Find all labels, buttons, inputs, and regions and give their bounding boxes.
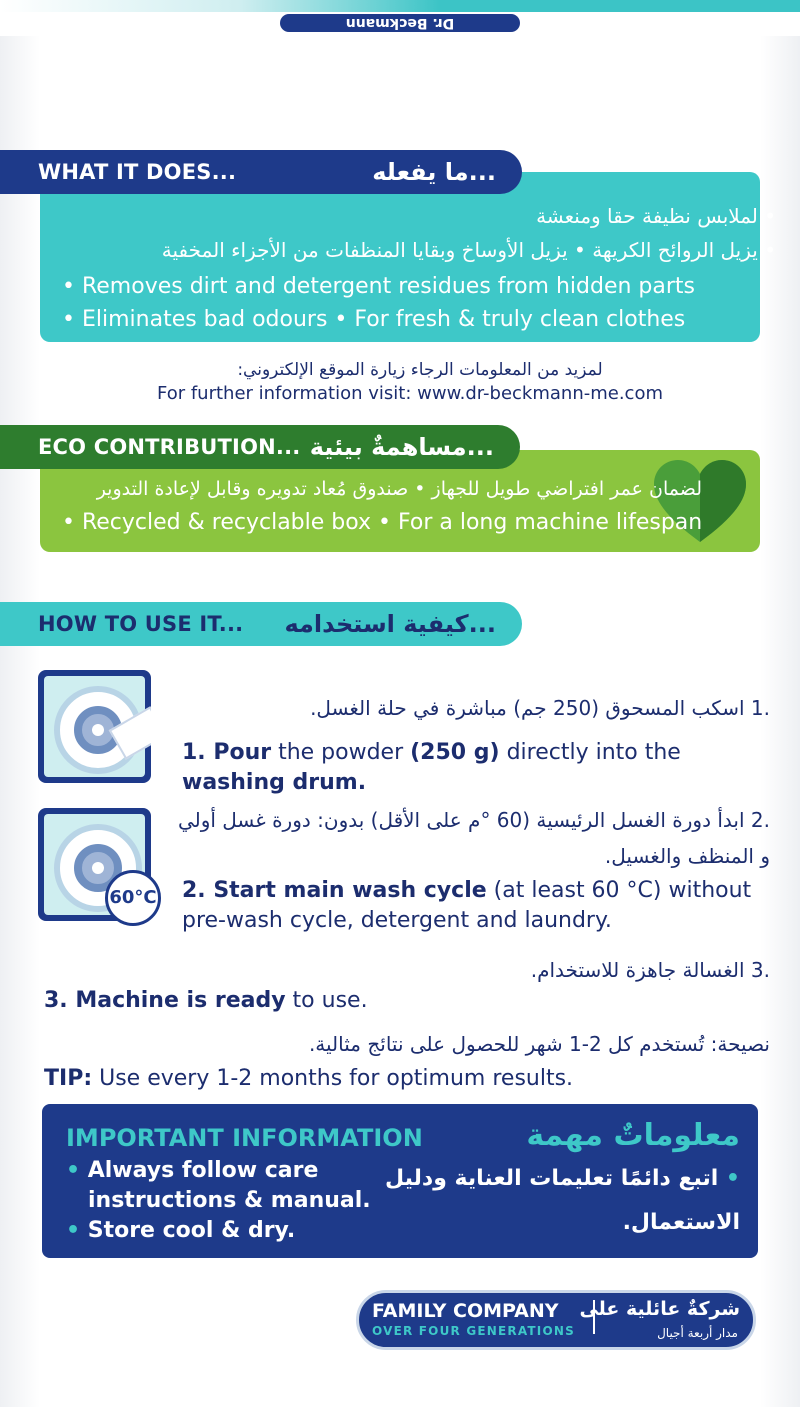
- tip-en: TIP: Use every 1-2 months for optimum results.: [44, 1066, 574, 1091]
- family-ar-line-1: شركةٌ عائلية على: [579, 1298, 740, 1320]
- how-title-en: HOW TO USE IT...: [38, 612, 244, 636]
- what-ar-line-2: • يزيل الروائح الكريهة • يزيل الأوساخ وبقايا المنظفات من الأجزاء المخفية: [161, 238, 776, 262]
- step2-ar-line-2: و المنظف والغسيل.: [604, 844, 770, 868]
- family-en-line-2: OVER FOUR GENERATIONS: [372, 1324, 575, 1338]
- eco-ar-line: لضمان عمر افتراضي طويل للجهاز • صندوق مُعاد تدويره وقابل لإعادة التدوير: [96, 478, 702, 500]
- how-title-ar: كيفية استخدامه...: [284, 610, 496, 638]
- step2-ar-line-1: .2 ابدأ دورة الغسل الرئيسية (60 °م على الأقل) بدون: دورة غسل أولي: [177, 808, 770, 832]
- what-it-does-title-en: WHAT IT DOES...: [38, 160, 237, 184]
- important-en-line-1: • Always follow care: [66, 1158, 319, 1183]
- important-ar-line-1: • اتبع دائمًا تعليمات العناية ودليل: [385, 1166, 740, 1191]
- step3-en: 3. Machine is ready to use.: [44, 988, 368, 1013]
- eco-title-en: ECO CONTRIBUTION...: [38, 435, 301, 459]
- tip-ar: نصيحة: تُستخدم كل 2-1 شهر للحصول على نتائج مثالية.: [308, 1032, 770, 1056]
- what-en-line-1: • Removes dirt and detergent residues from hidden parts: [62, 274, 696, 299]
- family-ar-line-2: مدار أربعة أجيال: [657, 1326, 738, 1340]
- info-text-ar: لمزيد من المعلومات الرجاء زيارة الموقع الإلكتروني:: [237, 360, 603, 380]
- what-it-does-header: [0, 150, 522, 194]
- eco-title-ar: مساهمةٌ بيئية...: [309, 433, 494, 461]
- what-en-line-2: • Eliminates bad odours • For fresh & truly clean clothes: [62, 307, 686, 332]
- pour-powder-icon: [38, 670, 151, 783]
- family-en-line-1: FAMILY COMPANY: [372, 1300, 559, 1322]
- top-band: [0, 0, 800, 12]
- what-it-does-title-ar: ما يفعله...: [372, 158, 496, 186]
- brand-logo: Dr. Beckmann: [280, 14, 520, 32]
- eco-header: [0, 425, 520, 469]
- how-to-use-header: [0, 602, 522, 646]
- important-ar-line-2: الاستعمال.: [622, 1210, 740, 1235]
- important-en-line-2: instructions & manual.: [88, 1188, 371, 1213]
- important-title-ar: معلوماتٌ مهمة: [526, 1118, 740, 1153]
- info-text-en: For further information visit: www.dr-beckmann-me.com: [156, 383, 663, 404]
- step1-en: 1. Pour the powder (250 g) directly into the washing drum.: [182, 740, 681, 795]
- important-en-line-3: • Store cool & dry.: [66, 1218, 296, 1243]
- important-title-en: IMPORTANT INFORMATION: [66, 1124, 423, 1152]
- what-ar-line-1: • لملابس نظيفة حقا ومنعشة: [536, 204, 776, 228]
- eco-en-line: • Recycled & recyclable box • For a long machine lifespan: [62, 510, 703, 535]
- temperature-badge: 60°C: [105, 870, 161, 926]
- step2-en: 2. Start main wash cycle (at least 60 °C) without pre-wash cycle, detergent and laundry.: [182, 878, 752, 933]
- step3-ar: .3 الغسالة جاهزة للاستخدام.: [530, 958, 770, 982]
- step1-ar: .1 اسكب المسحوق (250 جم) مباشرة في حلة الغسل.: [310, 696, 770, 720]
